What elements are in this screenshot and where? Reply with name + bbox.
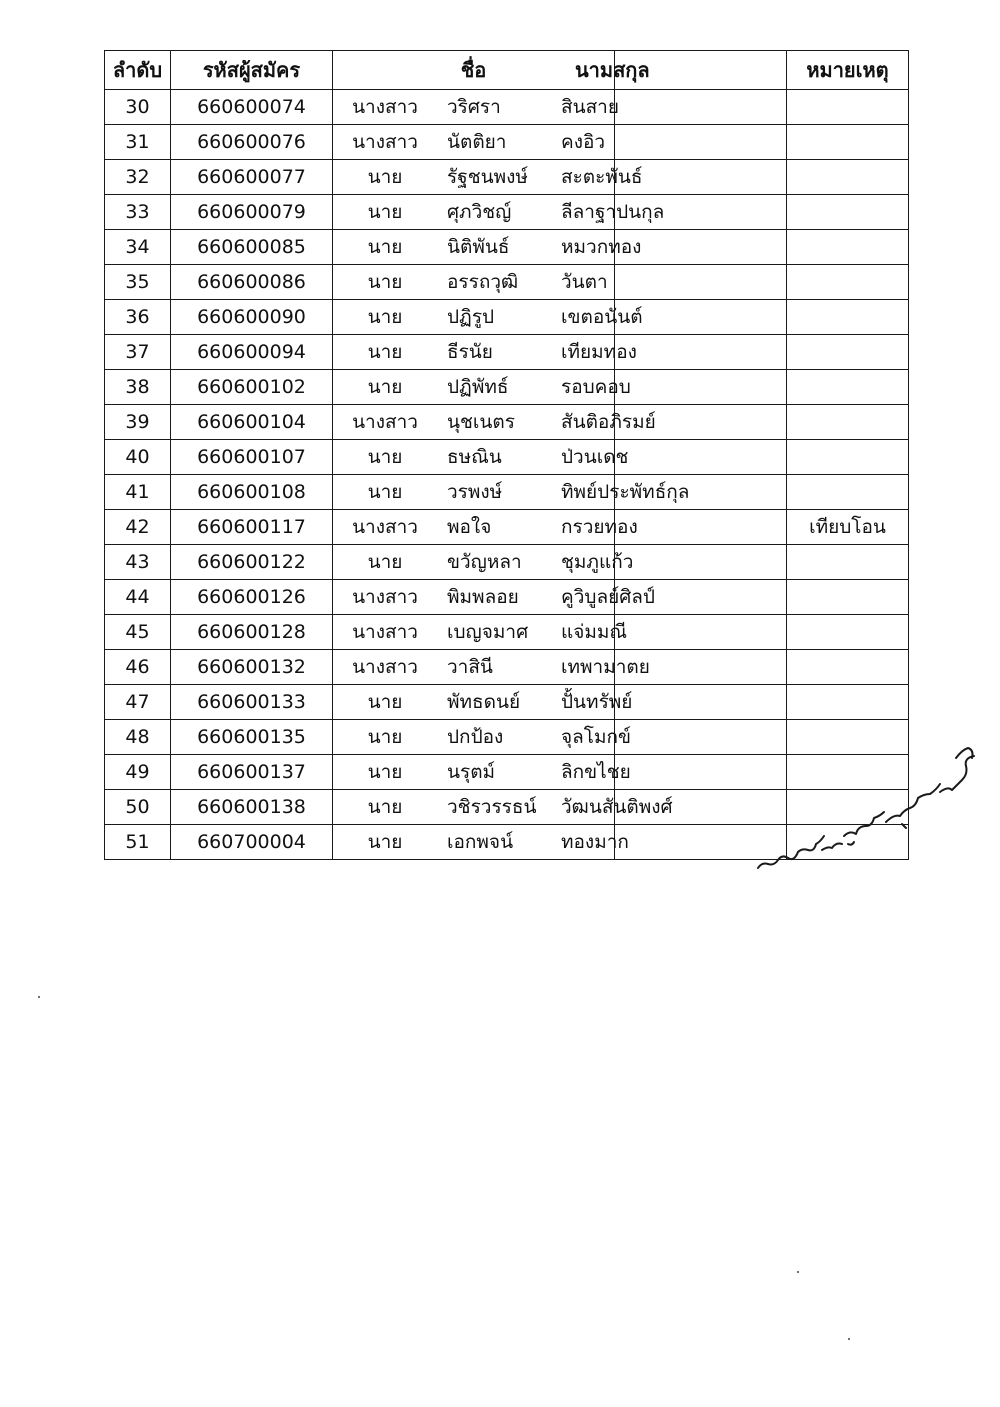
header-applicant-id: รหัสผู้สมัคร	[171, 51, 333, 90]
row-number: 47	[105, 685, 171, 720]
row-number: 45	[105, 615, 171, 650]
applicant-id: 660700004	[171, 825, 333, 860]
remark: เทียบโอน	[787, 510, 909, 545]
surname: คงอิว	[615, 125, 787, 160]
applicant-id: 660600074	[171, 90, 333, 125]
applicant-id: 660600137	[171, 755, 333, 790]
table-row	[105, 545, 909, 580]
surname: ลิกขไชย	[615, 755, 787, 790]
applicant-id: 660600133	[171, 685, 333, 720]
surname: เทียมทอง	[615, 335, 787, 370]
first-name: วริศรา	[447, 96, 501, 118]
first-name: วรพงษ์	[447, 481, 503, 503]
first-name: ธีรนัย	[447, 341, 493, 363]
remark	[787, 545, 909, 580]
name-title: นาย	[367, 796, 403, 818]
table-row	[105, 370, 909, 405]
applicant-id: 660600104	[171, 405, 333, 440]
surname: สินสาย	[615, 90, 787, 125]
row-number: 32	[105, 160, 171, 195]
first-name: เบญจมาศ	[447, 621, 529, 643]
name-title: นาย	[367, 831, 403, 853]
remark	[787, 300, 909, 335]
surname: แจ่มมณี	[615, 615, 787, 650]
first-name: ปกป้อง	[447, 726, 504, 748]
first-name: พัทธดนย์	[447, 691, 521, 713]
name-title: นางสาว	[352, 516, 418, 538]
applicant-id: 660600117	[171, 510, 333, 545]
header-remark: หมายเหตุ	[787, 51, 909, 90]
name-title: นาย	[367, 446, 403, 468]
applicant-id: 660600102	[171, 370, 333, 405]
surname: คูวิบูลย์ศิลป์	[615, 580, 787, 615]
applicant-id: 660600108	[171, 475, 333, 510]
row-number: 30	[105, 90, 171, 125]
applicant-id: 660600135	[171, 720, 333, 755]
row-number: 42	[105, 510, 171, 545]
row-number: 40	[105, 440, 171, 475]
first-name: นุชเนตร	[447, 411, 515, 433]
name-title: นาย	[367, 341, 403, 363]
row-number: 41	[105, 475, 171, 510]
remark	[787, 685, 909, 720]
surname: วันตา	[615, 265, 787, 300]
first-name: ธษณิน	[447, 446, 502, 468]
table-row	[105, 125, 909, 160]
name-title: นาย	[367, 376, 403, 398]
row-number: 33	[105, 195, 171, 230]
applicant-id: 660600090	[171, 300, 333, 335]
first-name: ปฏิรูป	[447, 306, 495, 328]
table-row	[105, 265, 909, 300]
row-number: 38	[105, 370, 171, 405]
remark	[787, 125, 909, 160]
remark	[787, 230, 909, 265]
table-row	[105, 90, 909, 125]
first-name: ขวัญหลา	[447, 551, 522, 573]
header-surname: นามสกุล	[615, 51, 787, 90]
first-name: ปฏิพัทธ์	[447, 376, 509, 398]
first-name: อรรถวุฒิ	[447, 271, 519, 293]
surname: จุลโมกข์	[615, 720, 787, 755]
table-row	[105, 160, 909, 195]
row-number: 31	[105, 125, 171, 160]
first-name: นิติพันธ์	[447, 236, 510, 258]
first-name: วาสินี	[447, 656, 493, 678]
name-title: นาย	[367, 481, 403, 503]
remark	[787, 335, 909, 370]
first-name: นรุตม์	[447, 761, 496, 783]
remark	[787, 90, 909, 125]
name-title: นางสาว	[352, 621, 418, 643]
remark	[787, 370, 909, 405]
applicant-id: 660600107	[171, 440, 333, 475]
name-title: นาย	[367, 166, 403, 188]
applicant-id: 660600077	[171, 160, 333, 195]
name-title: นาย	[367, 201, 403, 223]
name-title: นางสาว	[352, 96, 418, 118]
remark	[787, 265, 909, 300]
applicant-id: 660600086	[171, 265, 333, 300]
remark	[787, 405, 909, 440]
surname: วัฒนสันติพงศ์	[615, 790, 787, 825]
name-title: นาย	[367, 271, 403, 293]
table-row	[105, 510, 909, 545]
surname: เทพามาตย	[615, 650, 787, 685]
table-row	[105, 335, 909, 370]
table-row	[105, 405, 909, 440]
remark	[787, 615, 909, 650]
scan-speck	[797, 1271, 799, 1273]
surname: ทองมาก	[615, 825, 787, 860]
remark	[787, 440, 909, 475]
name-title: นางสาว	[352, 131, 418, 153]
table-header-row	[105, 51, 909, 90]
name-title: นางสาว	[352, 656, 418, 678]
surname: กรวยทอง	[615, 510, 787, 545]
table-row	[105, 440, 909, 475]
row-number: 46	[105, 650, 171, 685]
table-row	[105, 580, 909, 615]
first-name: เอกพจน์	[447, 831, 514, 853]
remark	[787, 475, 909, 510]
name-title: นาย	[367, 691, 403, 713]
table-row	[105, 195, 909, 230]
table-row	[105, 300, 909, 335]
header-name: ชื่อ	[333, 51, 615, 90]
row-number: 36	[105, 300, 171, 335]
first-name: ศุภวิชญ์	[447, 201, 512, 223]
scan-speck	[848, 1338, 850, 1340]
first-name: พิมพลอย	[447, 586, 519, 608]
remark	[787, 650, 909, 685]
surname: ลีลาฐาปนกุล	[615, 195, 787, 230]
applicant-id: 660600126	[171, 580, 333, 615]
applicant-id: 660600076	[171, 125, 333, 160]
applicant-id: 660600079	[171, 195, 333, 230]
table-row	[105, 230, 909, 265]
applicant-id: 660600085	[171, 230, 333, 265]
first-name: วชิรวรรธน์	[447, 796, 537, 818]
first-name: นัตติยา	[447, 131, 507, 153]
surname: สะตะพันธ์	[615, 160, 787, 195]
row-number: 34	[105, 230, 171, 265]
row-number: 37	[105, 335, 171, 370]
row-number: 35	[105, 265, 171, 300]
first-name: รัฐชนพงษ์	[447, 166, 528, 188]
table-row	[105, 650, 909, 685]
name-title: นาย	[367, 726, 403, 748]
remark	[787, 580, 909, 615]
name-title: นาย	[367, 236, 403, 258]
name-title: นาย	[367, 306, 403, 328]
surname: ป่วนเดช	[615, 440, 787, 475]
row-number: 50	[105, 790, 171, 825]
table-row	[105, 685, 909, 720]
row-number: 49	[105, 755, 171, 790]
row-number: 39	[105, 405, 171, 440]
handwritten-signature	[752, 738, 984, 878]
applicant-id: 660600122	[171, 545, 333, 580]
row-number: 51	[105, 825, 171, 860]
surname: สันติอภิรมย์	[615, 405, 787, 440]
row-number: 43	[105, 545, 171, 580]
surname: เขตอนันต์	[615, 300, 787, 335]
header-no: ลำดับ	[105, 51, 171, 90]
row-number: 44	[105, 580, 171, 615]
row-number: 48	[105, 720, 171, 755]
table-row	[105, 615, 909, 650]
name-title: นาย	[367, 761, 403, 783]
applicant-id: 660600128	[171, 615, 333, 650]
surname: ปั้นทรัพย์	[615, 685, 787, 720]
table-row	[105, 475, 909, 510]
surname: ชุมภูแก้ว	[615, 545, 787, 580]
remark	[787, 195, 909, 230]
name-title: นาย	[367, 551, 403, 573]
surname: ทิพย์ประพัทธ์กุล	[615, 475, 787, 510]
applicant-id: 660600138	[171, 790, 333, 825]
remark	[787, 160, 909, 195]
name-title: นางสาว	[352, 411, 418, 433]
surname: รอบคอบ	[615, 370, 787, 405]
name-title: นางสาว	[352, 586, 418, 608]
applicant-id: 660600132	[171, 650, 333, 685]
applicant-id: 660600094	[171, 335, 333, 370]
first-name: พอใจ	[447, 516, 492, 538]
surname: หมวกทอง	[615, 230, 787, 265]
scan-speck	[38, 996, 40, 998]
